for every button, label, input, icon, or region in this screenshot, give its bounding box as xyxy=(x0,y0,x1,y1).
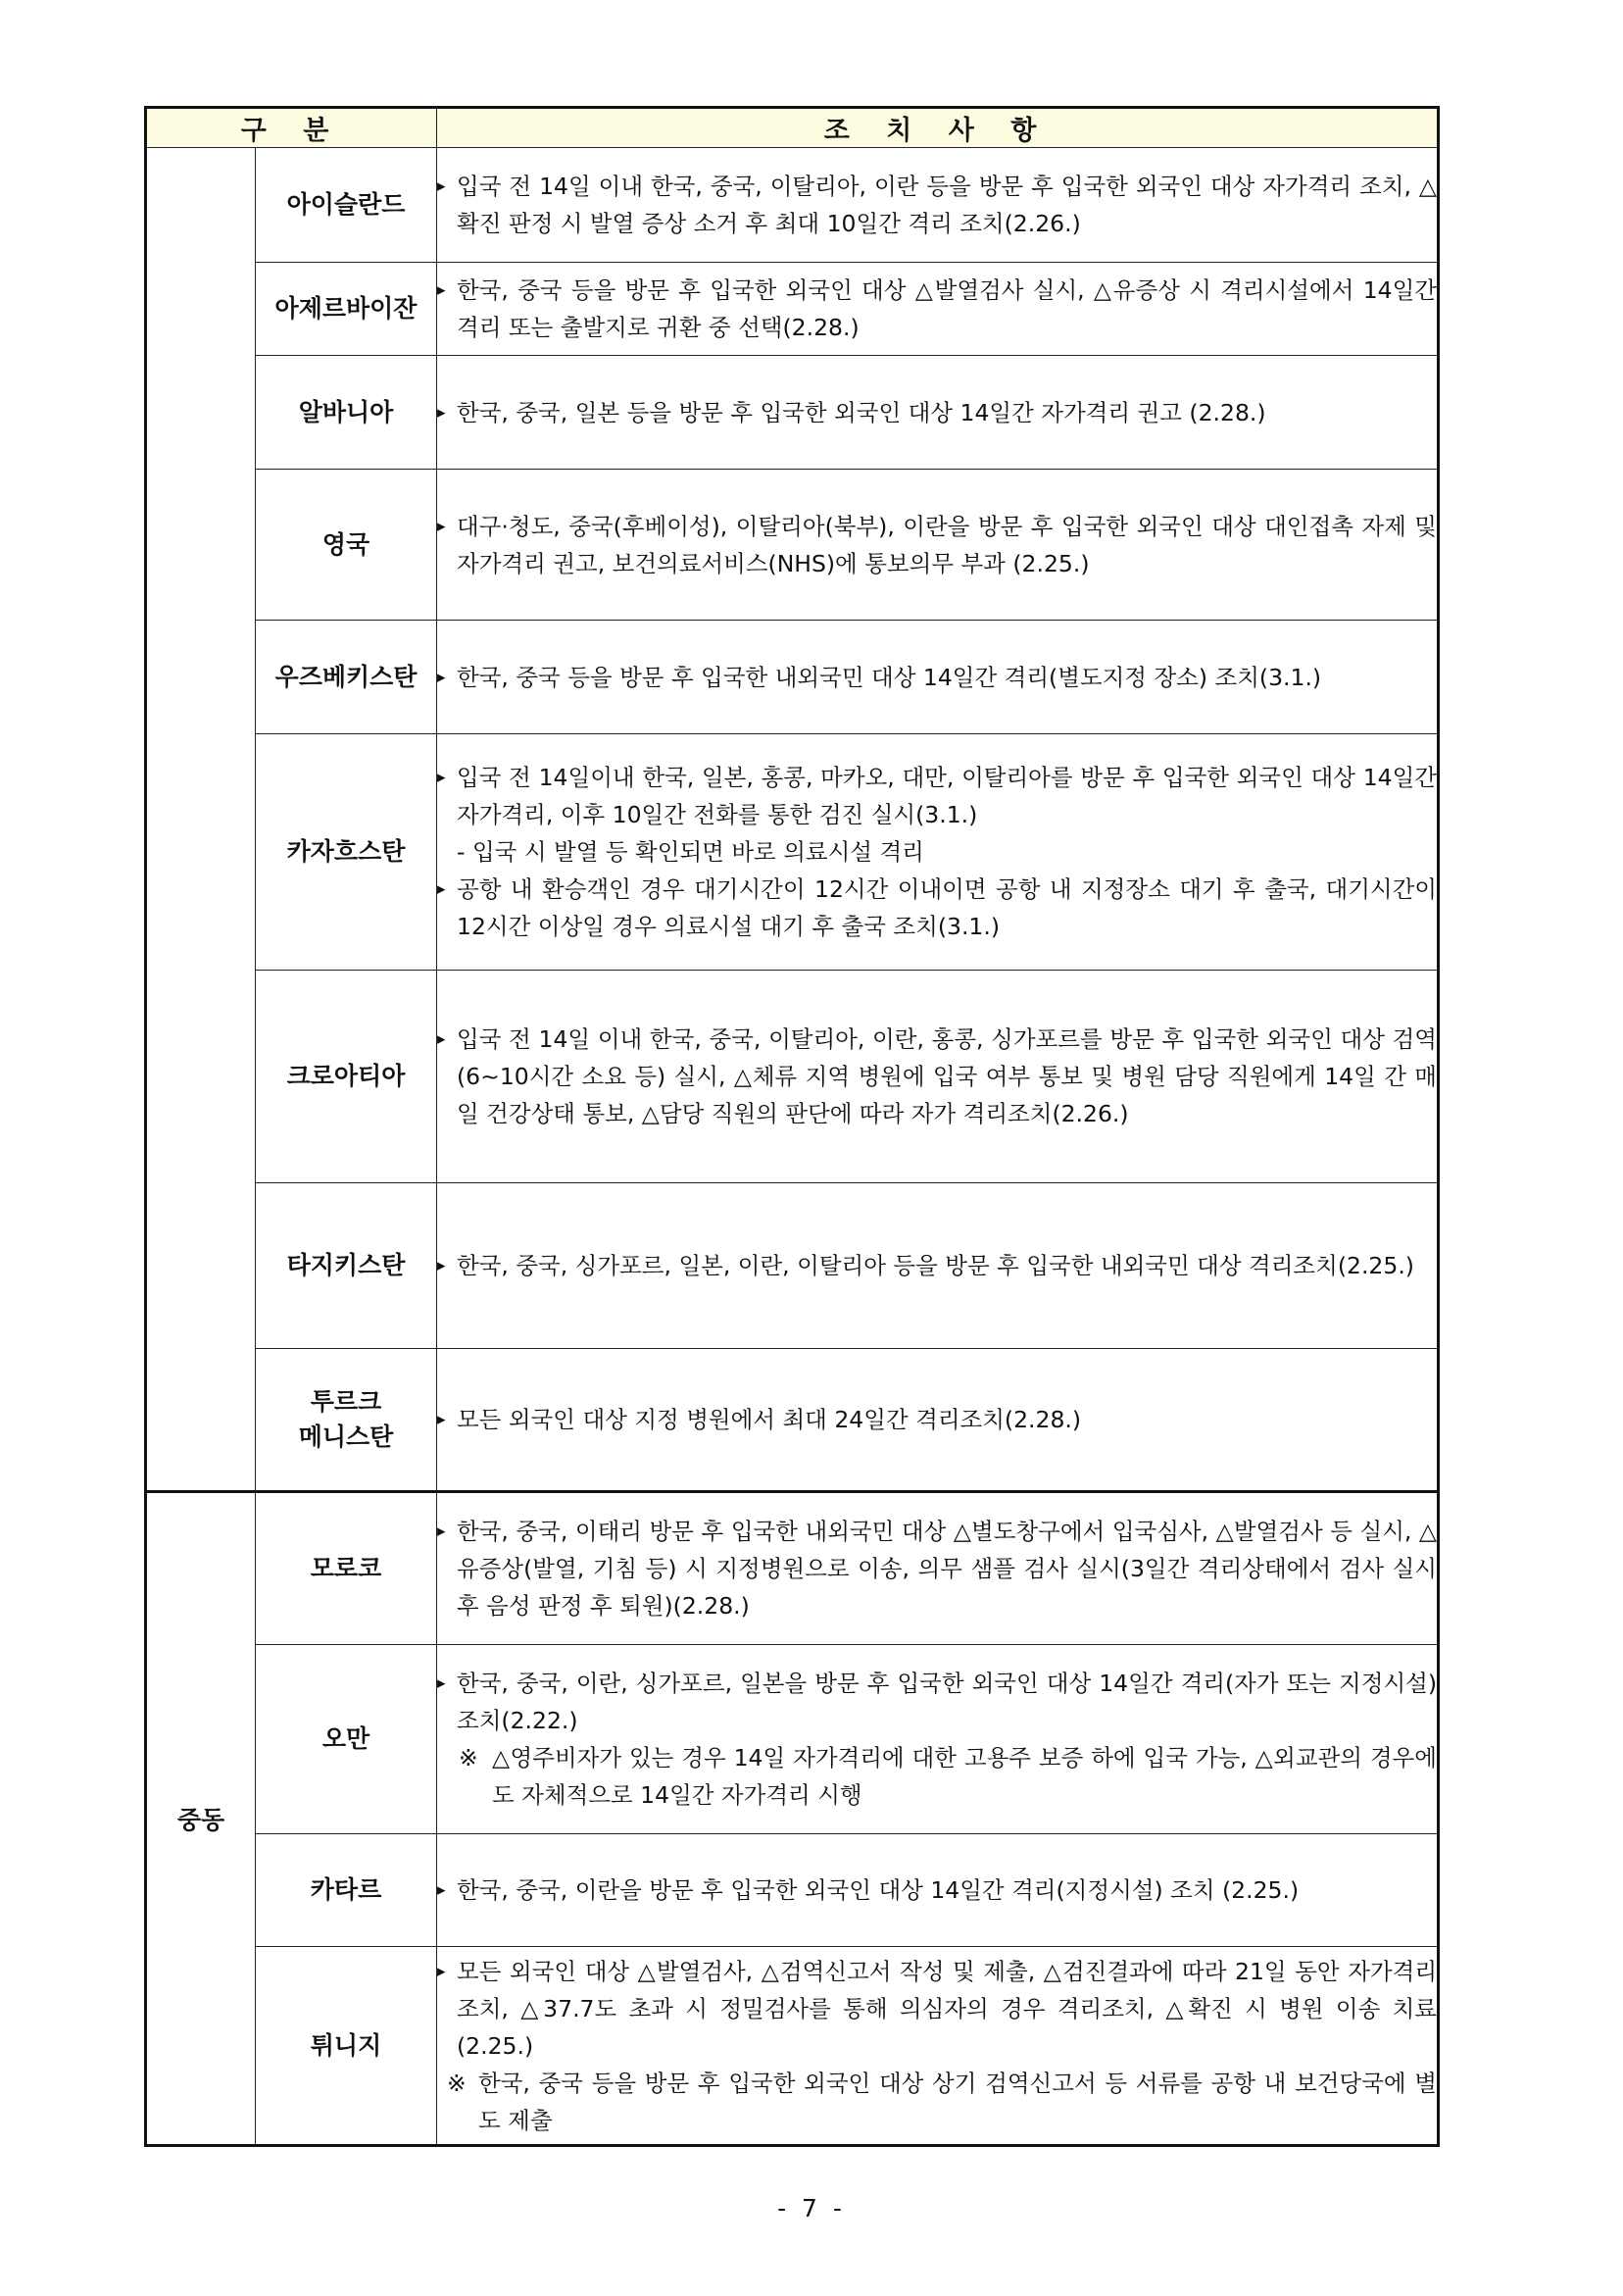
country-cell: 카타르 xyxy=(256,1834,437,1947)
country-cell: 카자흐스탄 xyxy=(256,734,437,971)
region-cell: 중동 xyxy=(146,1492,256,2146)
measure-cell xyxy=(437,470,1439,621)
bullet-item: ▸ 한국, 중국, 이란, 싱가포르, 일본을 방문 후 입국한 외국인 대상 14일간 격리(자가 또는 지정시설) 조치(2.22.) xyxy=(437,1665,1437,1739)
bullet-item: ▸ 한국, 중국 등을 방문 후 입국한 내외국민 대상 14일간 격리(별도지정 장소) 조치(3.1.) xyxy=(437,659,1437,696)
bullet-item: ▸ 공항 내 환승객인 경우 대기시간이 12시간 이내이면 공항 내 지정장소 대기 후 출국, 대기시간이 12시간 이상일 경우 의료시설 대기 후 출국 조치(3.1.) xyxy=(437,871,1437,945)
table-row xyxy=(146,148,1439,263)
measure-cell xyxy=(437,1947,1439,2146)
sub-item: - 입국 시 발열 등 확인되면 바로 의료시설 격리 xyxy=(457,838,924,866)
table-row xyxy=(146,1834,1439,1947)
bullet-item: ▸ 한국, 중국, 싱가포르, 일본, 이란, 이탈리아 등을 방문 후 입국한 내외국민 대상 격리조치(2.25.) xyxy=(437,1247,1437,1284)
measures-table xyxy=(144,106,1440,2147)
measure-cell xyxy=(437,356,1439,470)
table-row xyxy=(146,971,1439,1183)
table-row xyxy=(146,1349,1439,1492)
bullet-item: ▸ 모든 외국인 대상 △발열검사, △검역신고서 작성 및 제출, △검진결과에 따라 21일 동안 자가격리 조치, △37.7도 초과 시 정밀검사를 통해 의심자의 경우 격리조치, △확진 시 병원 이송 치료(2.25.) xyxy=(437,1953,1437,2065)
table-row xyxy=(146,356,1439,470)
bullet-item: ▸ 입국 전 14일 이내 한국, 중국, 이탈리아, 이란, 홍콩, 싱가포르를 방문 후 입국한 외국인 대상 검역(6~10시간 소요 등) 실시, △체류 지역 병원에 입국 여부 통보 및 병원 담당 직원에게 14일 간 매일 건강상태 통보, △담당 직원의 판단에 따라 자가 격리조치(2.26.) xyxy=(437,1021,1437,1132)
bullet-item: ▸ 한국, 중국, 이란을 방문 후 입국한 외국인 대상 14일간 격리(지정시설) 조치 (2.25.) xyxy=(437,1872,1437,1909)
country-cell: 타지키스탄 xyxy=(256,1183,437,1349)
table-row xyxy=(146,1947,1439,2146)
table-row xyxy=(146,1492,1439,1645)
note-text: 한국, 중국 등을 방문 후 입국한 외국인 대상 상기 검역신고서 등 서류를 공항 내 보건당국에 별도 제출 xyxy=(478,2069,1438,2134)
country-name-line2: 메니스탄 xyxy=(298,1423,394,1451)
country-cell: 알바니아 xyxy=(256,356,437,470)
bullet-item: ▸ 입국 전 14일 이내 한국, 중국, 이탈리아, 이란 등을 방문 후 입국한 외국인 대상 자가격리 조치, △확진 판정 시 발열 증상 소거 후 최대 10일간 격리 조치(2.26.) xyxy=(437,168,1437,242)
bullet-item: ▸ 한국, 중국 등을 방문 후 입국한 외국인 대상 △발열검사 실시, △유증상 시 격리시설에서 14일간 격리 또는 출발지로 귀환 중 선택(2.28.) xyxy=(437,272,1437,346)
measure-cell xyxy=(437,1645,1439,1834)
note-mark: ※ xyxy=(459,1744,478,1772)
measure-cell xyxy=(437,1349,1439,1492)
note-item xyxy=(437,1739,1437,1814)
page-number: - 7 - xyxy=(777,2194,846,2222)
note-item xyxy=(437,2065,1437,2139)
note-mark: ※ xyxy=(447,2069,467,2097)
measure-cell xyxy=(437,263,1439,356)
bullet-item: ▸ 대구·청도, 중국(후베이성), 이탈리아(북부), 이란을 방문 후 입국한 외국인 대상 대인접촉 자제 및 자가격리 권고, 보건의료서비스(NHS)에 통보의무 부과 (2.25.) xyxy=(437,508,1437,582)
note-text: △영주비자가 있는 경우 14일 자가격리에 대한 고용주 보증 하에 입국 가능, △외교관의 경우에도 자체적으로 14일간 자가격리 시행 xyxy=(492,1744,1438,1809)
table-header-row xyxy=(146,108,1439,148)
header-category: 구 분 xyxy=(146,108,437,148)
table-row xyxy=(146,1645,1439,1834)
table-row xyxy=(146,1183,1439,1349)
measure-cell xyxy=(437,971,1439,1183)
measure-cell xyxy=(437,1492,1439,1645)
table-row xyxy=(146,263,1439,356)
country-cell xyxy=(256,1349,437,1492)
bullet-item: ▸ 한국, 중국, 이태리 방문 후 입국한 내외국민 대상 △별도창구에서 입국심사, △발열검사 등 실시, △유증상(발열, 기침 등) 시 지정병원으로 이송, 의무 샘플 검사 실시(3일간 격리상태에서 검사 실시 후 음성 판정 후 퇴원)(2.28.) xyxy=(437,1513,1437,1624)
table-row xyxy=(146,470,1439,621)
bullet-item: ▸ 한국, 중국, 일본 등을 방문 후 입국한 외국인 대상 14일간 자가격리 권고 (2.28.) xyxy=(437,394,1437,431)
country-cell: 아이슬란드 xyxy=(256,148,437,263)
bullet-item: ▸ 모든 외국인 대상 지정 병원에서 최대 24일간 격리조치(2.28.) xyxy=(437,1401,1437,1438)
country-cell: 아제르바이잔 xyxy=(256,263,437,356)
table-row xyxy=(146,734,1439,971)
country-cell: 영국 xyxy=(256,470,437,621)
measure-cell xyxy=(437,734,1439,971)
country-cell: 오만 xyxy=(256,1645,437,1834)
measure-cell xyxy=(437,1183,1439,1349)
region-cell xyxy=(146,148,256,1492)
table-row xyxy=(146,621,1439,734)
measure-cell xyxy=(437,621,1439,734)
measure-cell xyxy=(437,1834,1439,1947)
header-measures: 조 치 사 항 xyxy=(437,108,1439,148)
country-cell: 모로코 xyxy=(256,1492,437,1645)
country-cell: 우즈베키스탄 xyxy=(256,621,437,734)
country-name-line1: 투르크 xyxy=(310,1387,382,1416)
bullet-item: ▸ 입국 전 14일이내 한국, 일본, 홍콩, 마카오, 대만, 이탈리아를 방문 후 입국한 외국인 대상 14일간 자가격리, 이후 10일간 전화를 통한 검진 실시(3.1.) xyxy=(437,759,1437,833)
country-cell: 튀니지 xyxy=(256,1947,437,2146)
measure-cell xyxy=(437,148,1439,263)
country-cell: 크로아티아 xyxy=(256,971,437,1183)
